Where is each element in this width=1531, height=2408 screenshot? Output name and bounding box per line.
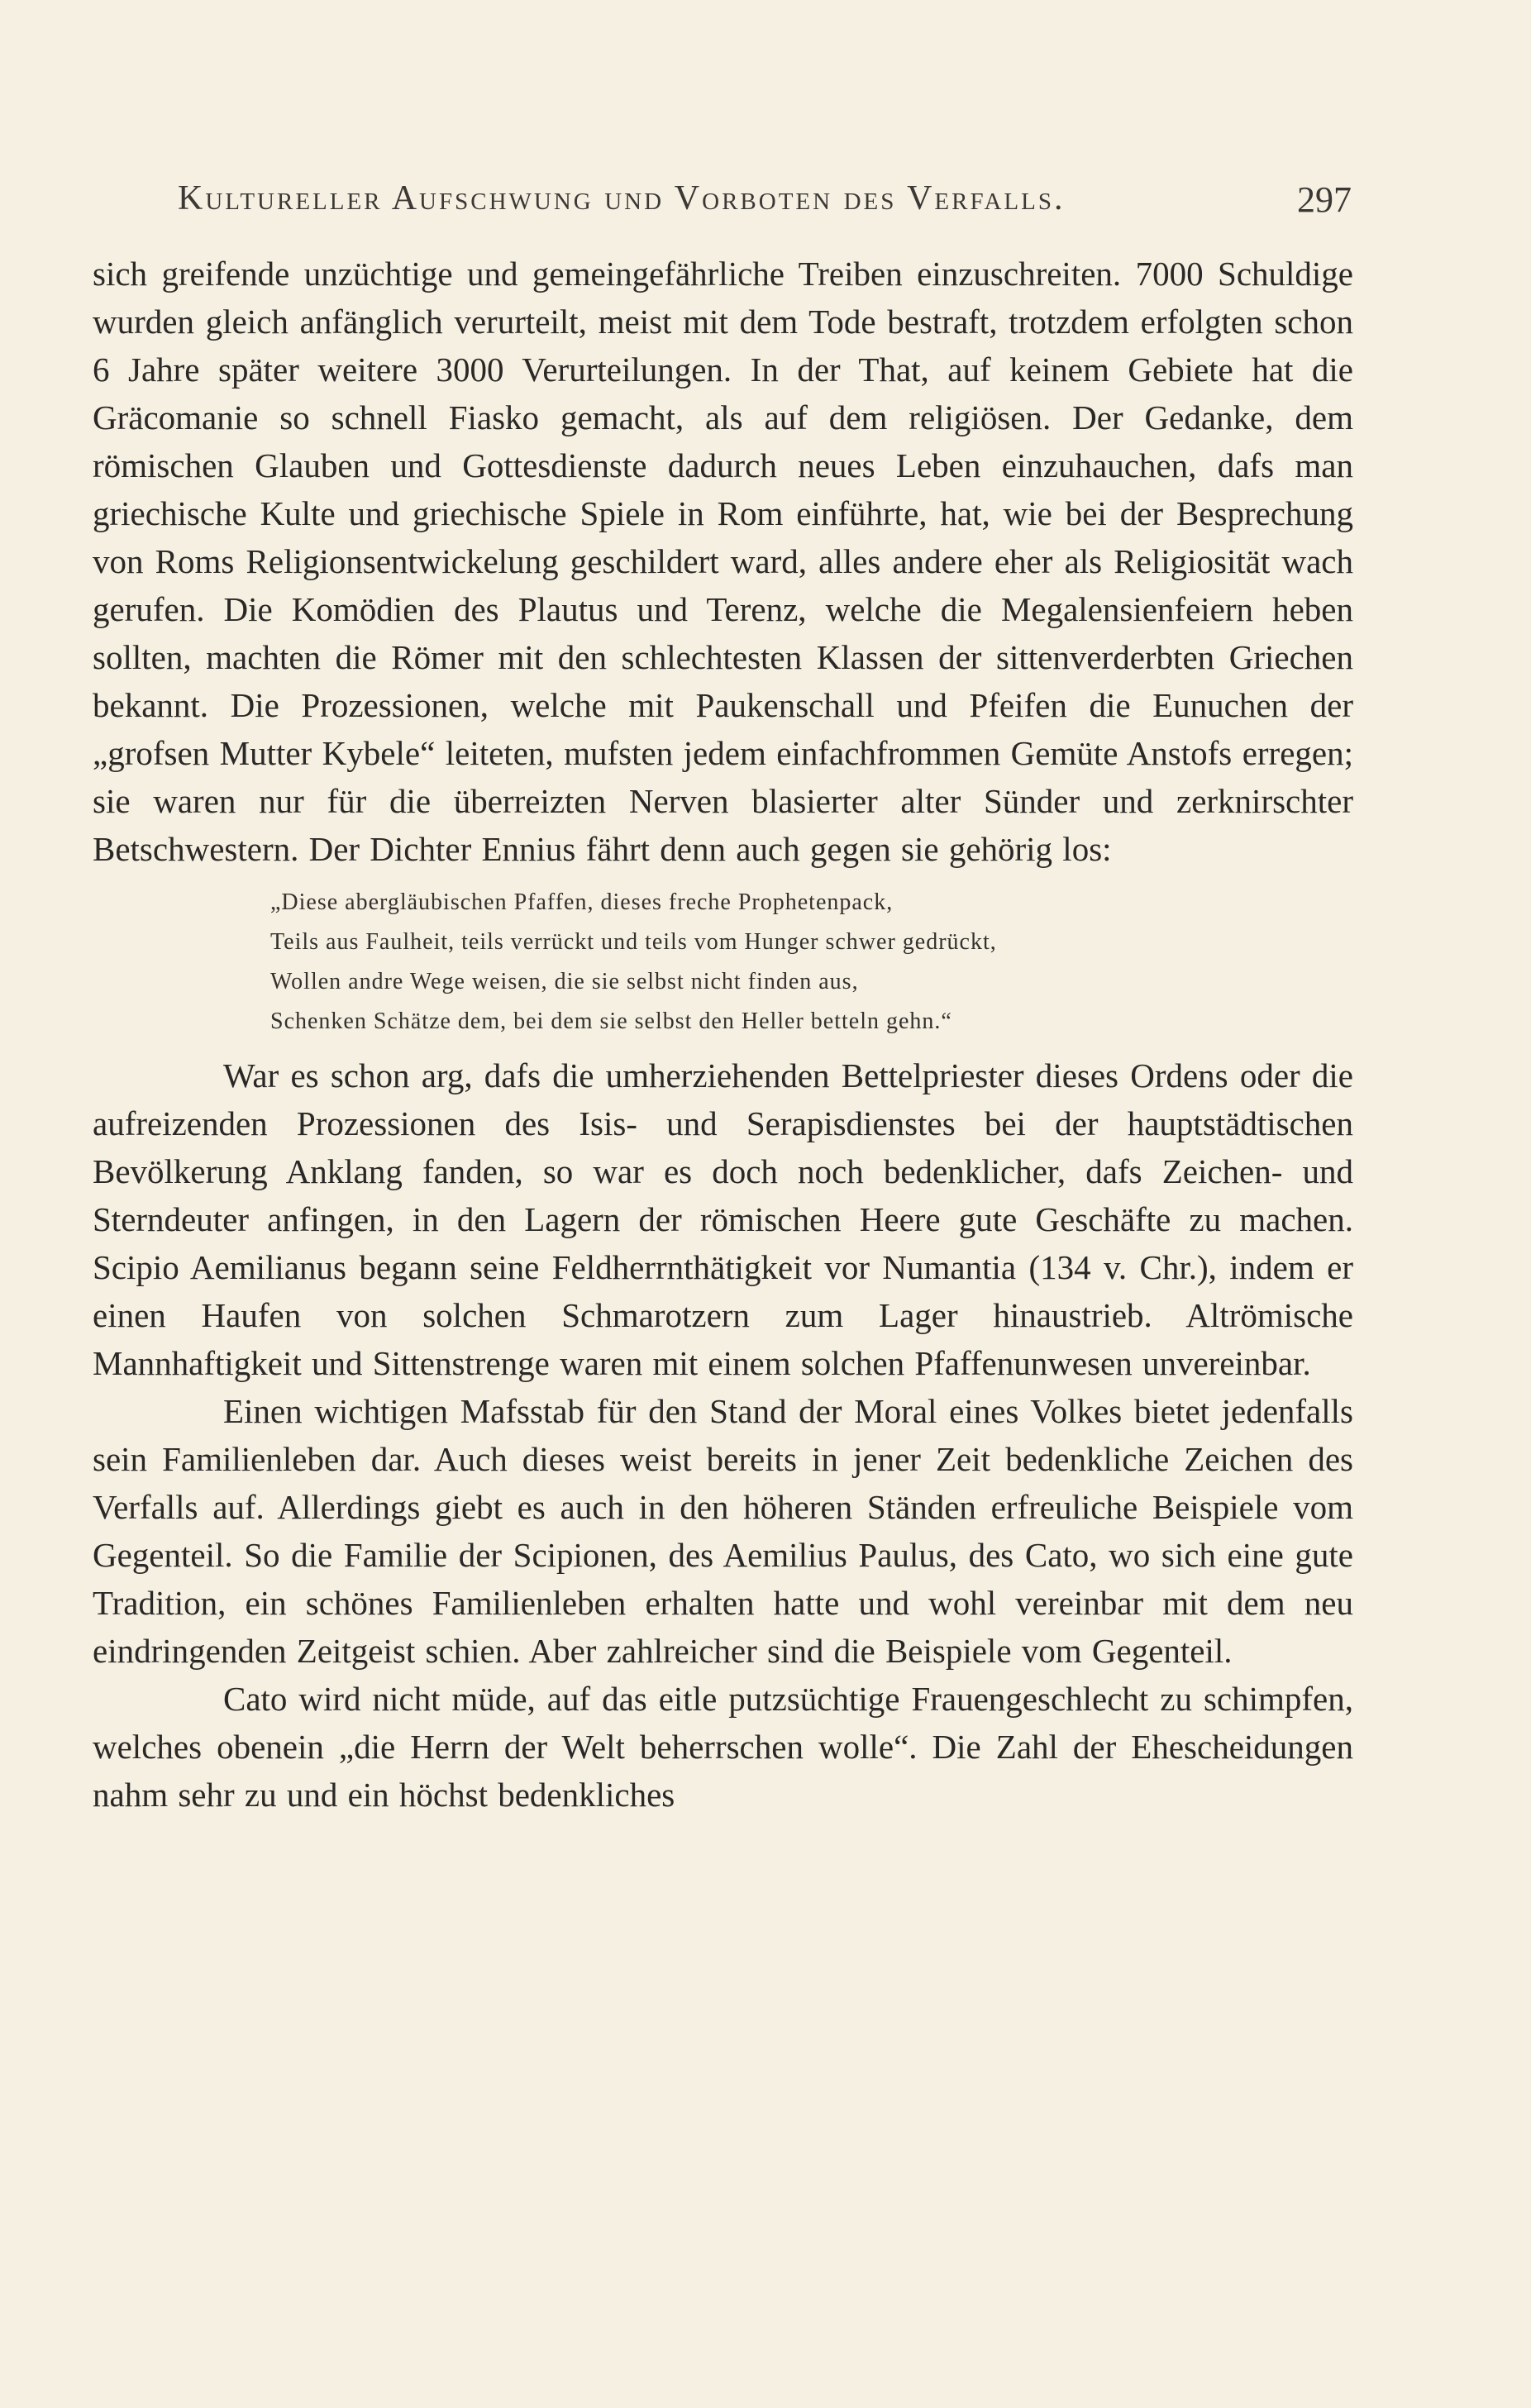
verse-line: Schenken Schätze dem, bei dem sie selbst den Heller betteln gehn.“ bbox=[270, 1008, 952, 1034]
page-number: 297 bbox=[1297, 179, 1352, 220]
running-header bbox=[178, 179, 1352, 228]
body-text bbox=[93, 250, 1353, 1819]
verse-line: „Diese abergläubischen Pfaffen, dieses freche Prophetenpack, bbox=[270, 889, 894, 915]
running-title: Kultureller Aufschwung und Vorboten des Verfalls. bbox=[178, 179, 1066, 217]
verse-line: Teils aus Faulheit, teils verrückt und teils vom Hunger schwer gedrückt, bbox=[270, 929, 997, 955]
paragraph: Cato wird nicht müde, auf das eitle putzsüchtige Frauengeschlecht zu schimpfen, welches obenein „die Herrn der Welt beherrschen wolle“. Die Zahl der Ehescheidungen nahm sehr zu und ein höchst bedenkliches bbox=[93, 1680, 1353, 1814]
paragraph: sich greifende unzüchtige und gemeingefährliche Treiben einzuschreiten. 7000 Schuldige wurden gleich anfänglich verurteilt, meist mit dem Tode bestraft, trotzdem erfolgten schon 6 Jahre später weitere 3000 Verurteilungen. In der That, auf keinem Gebiete hat die Gräcomanie so schnell Fiasko gemacht, als auf dem religiösen. Der Gedanke, dem römischen Glauben und Gottesdienste dadurch neues Leben einzuhauchen, dafs man griechische Kulte und griechische Spiele in Rom einführte, hat, wie bei der Besprechung von Roms Religionsentwickelung geschildert ward, alles andere eher als Religiosität wach gerufen. Die Komödien des Plautus und Terenz, welche die Megalensienfeiern heben sollten, machten die Römer mit den schlechtesten Klassen der sittenverderbten Griechen bekannt. Die Prozessionen, welche mit Paukenschall und Pfeifen die Eunuchen der „grofsen Mutter Kybele“ leiteten, mufsten jedem einfachfrommen Gemüte Anstofs erregen; sie waren nur für die überreizten Nerven blasierter alter Sünder und zerknirschter Betschwestern. Der Dichter Ennius fährt denn auch gegen sie gehörig los: bbox=[93, 255, 1353, 868]
paragraph: War es schon arg, dafs die umherziehenden Bettelpriester dieses Ordens oder die aufreizenden Prozessionen des Isis- und Serapisdienstes bei der hauptstädtischen Bevölkerung Anklang fanden, so war es doch noch bedenklicher, dafs Zeichen- und Sterndeuter anfingen, in den Lagern der römischen Heere gute Geschäfte zu machen. Scipio Aemilianus begann seine Feldherrnthätigkeit vor Numantia (134 v. Chr.), indem er einen Haufen von solchen Schmarotzern zum Lager hinaustrieb. Altrömische Mannhaftigkeit und Sittenstrenge waren mit einem solchen Pfaffenunwesen unvereinbar. bbox=[93, 1056, 1353, 1382]
verse-quotation bbox=[270, 883, 1287, 1042]
verse-line: Wollen andre Wege weisen, die sie selbst nicht finden aus, bbox=[270, 969, 859, 994]
paragraph: Einen wichtigen Mafsstab für den Stand der Moral eines Volkes bietet jedenfalls sein Familienleben dar. Auch dieses weist bereits in jener Zeit bedenkliche Zeichen des Verfalls auf. Allerdings giebt es auch in den höheren Ständen erfreuliche Beispiele vom Gegenteil. So die Familie der Scipionen, des Aemilius Paulus, des Cato, wo sich eine gute Tradition, ein schönes Familienleben erhalten hatte und wohl vereinbar mit dem neu eindringenden Zeitgeist schien. Aber zahlreicher sind die Beispiele vom Gegenteil. bbox=[93, 1392, 1353, 1670]
